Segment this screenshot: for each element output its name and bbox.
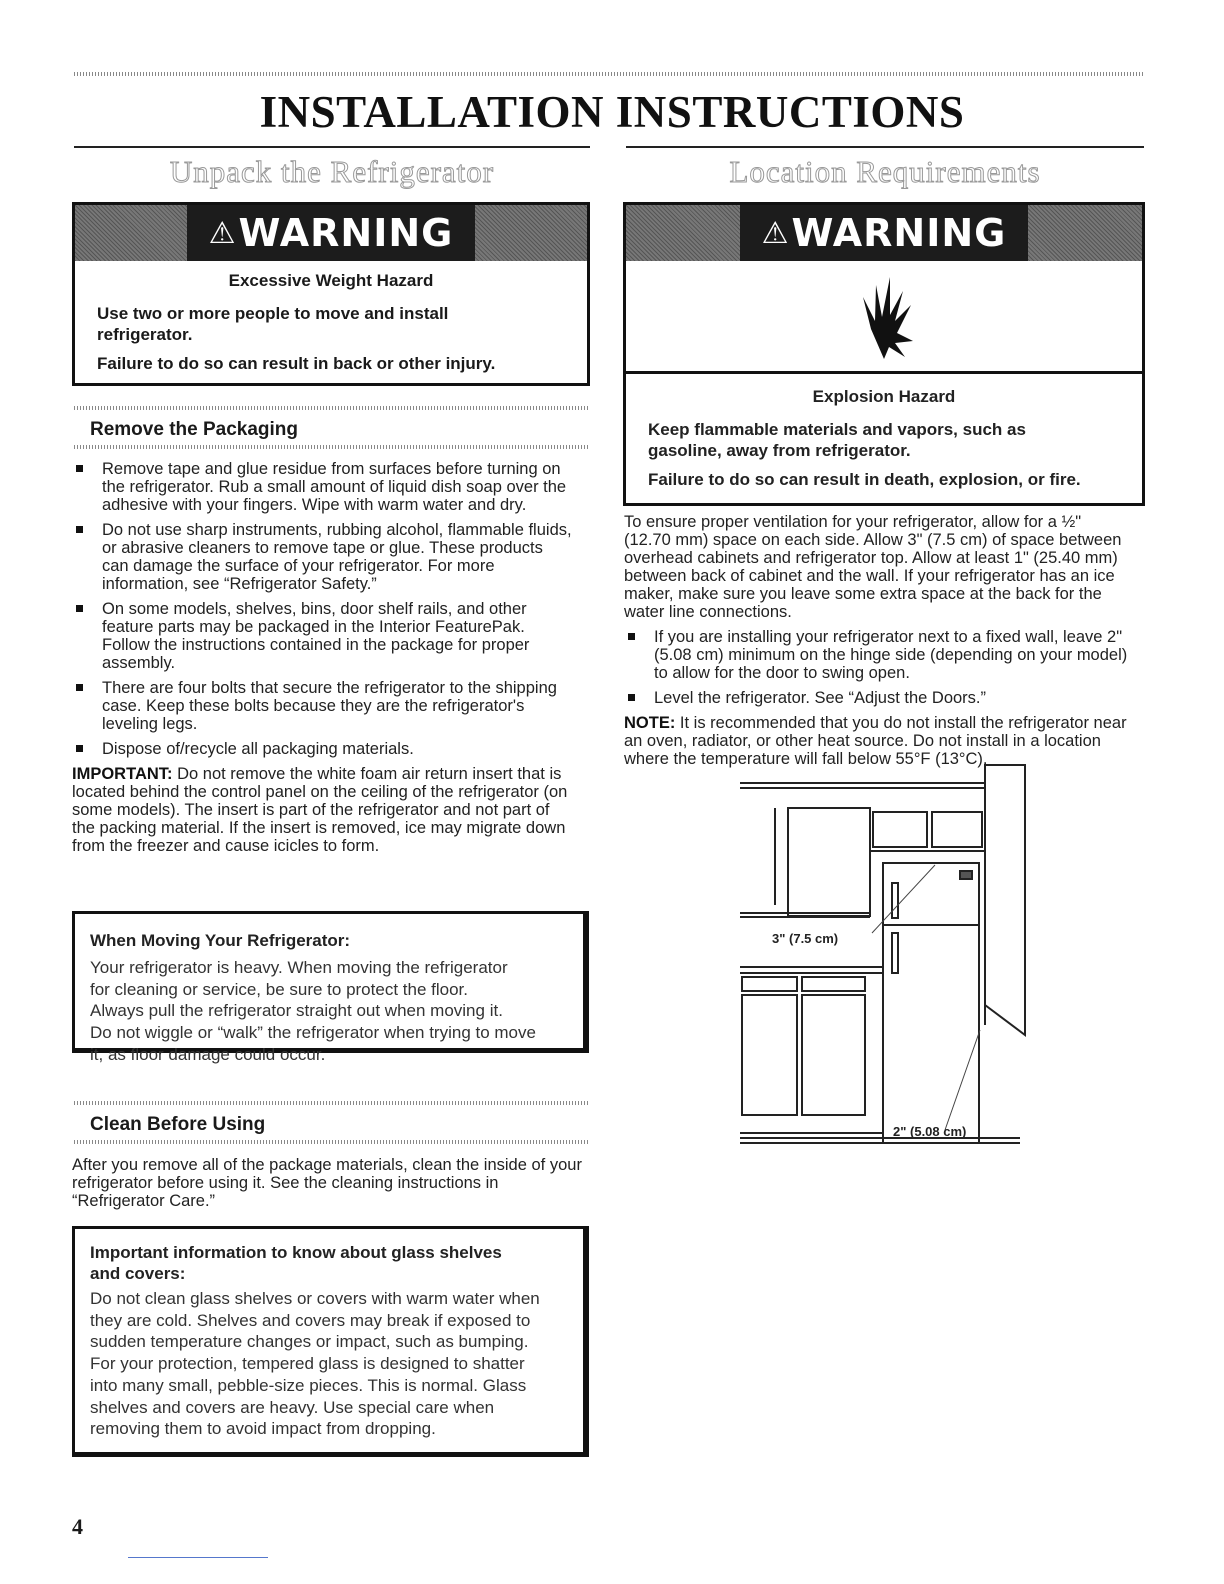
lower-cabinet-door-right bbox=[802, 995, 865, 1115]
list-item: Do not use sharp instruments, rubbing alcohol, flammable fluids, or abrasive cleaners to remove tape or glue. These products can damage the surface of your refrigerator. For more information, see “Refrigerator Safety.” bbox=[72, 521, 572, 593]
moving-info-box bbox=[72, 911, 589, 1064]
footer-rule bbox=[128, 1557, 268, 1558]
moving-heading: When Moving Your Refrigerator: bbox=[90, 931, 351, 950]
hazard-title: Explosion Hazard bbox=[812, 387, 956, 406]
page-number: 4 bbox=[72, 1514, 83, 1539]
clean-heading: Clean Before Using bbox=[90, 1114, 266, 1135]
top-dotted-rule bbox=[74, 72, 1144, 76]
clean-bottom-rule bbox=[74, 1140, 590, 1144]
hazard-title: Excessive Weight Hazard bbox=[228, 271, 434, 290]
upper-cabinet bbox=[788, 808, 870, 916]
text-line: into many small, pebble-size pieces. This is normal. Glass bbox=[90, 1375, 527, 1395]
list-item: Dispose of/recycle all packaging materials. bbox=[72, 740, 572, 758]
location-list bbox=[624, 628, 1134, 768]
clean-text: After you remove all of the package materials, clean the inside of your refrigerator before using it. See the cleaning instructions in “Refrigerator Care.” bbox=[72, 1156, 582, 1210]
location-intro: To ensure proper ventilation for your refrigerator, allow for a ½" (12.70 mm) space on each side. Allow 3" (7.5 cm) of space between overhead cabinets and refrigerator top. Allow at least 1" (25.40 mm) between back of cabinet and the wall. If your refrigerator has an ice maker, make sure you leave some extra space at the back for the water line connections. bbox=[624, 513, 1122, 621]
lower-cabinet-drawer-right bbox=[802, 977, 865, 991]
text-line: Always pull the refrigerator straight out when moving it. bbox=[90, 1001, 503, 1021]
text-line: Your refrigerator is heavy. When moving the refrigerator bbox=[90, 958, 508, 977]
section-title-location: Location Requirements bbox=[729, 154, 1041, 189]
page-title: INSTALLATION INSTRUCTIONS bbox=[259, 87, 965, 137]
packaging-bottom-rule bbox=[74, 445, 590, 449]
lower-cabinet-door-left bbox=[742, 995, 797, 1115]
explosion-icon bbox=[849, 271, 919, 361]
freezer-handle bbox=[892, 883, 898, 918]
top-clearance-label: 3" (7.5 cm) bbox=[772, 931, 839, 946]
side-clearance-leader bbox=[945, 1030, 980, 1130]
moving-text bbox=[90, 957, 583, 1066]
glass-info-box bbox=[72, 1226, 589, 1457]
packaging-top-rule bbox=[74, 406, 590, 410]
warning-triangle-icon: ⚠ bbox=[208, 215, 237, 251]
text-line: removing them to avoid impact from dropping. bbox=[90, 1419, 436, 1439]
note-text: It is recommended that you do not install the refrigerator near an oven, radiator, or other heat source. Do not install in a location where the temperature will fall below 55°F (13°C). bbox=[624, 714, 1127, 768]
hazard-consequence: Failure to do so can result in back or other injury. bbox=[97, 354, 496, 373]
warning-banner bbox=[75, 205, 587, 261]
important-note bbox=[72, 765, 572, 855]
text-line: For your protection, tempered glass is designed to shatter bbox=[90, 1354, 525, 1374]
clearance-diagram bbox=[720, 755, 1040, 1155]
list-item: If you are installing your refrigerator next to a fixed wall, leave 2" (5.08 cm) minimum on the hinge side (depending on your model) to allow for the door to swing open. bbox=[624, 628, 1134, 682]
list-item: Level the refrigerator. See “Adjust the Doors.” bbox=[624, 689, 1134, 707]
fridge-handle bbox=[892, 933, 898, 973]
left-column-rule bbox=[74, 146, 590, 148]
text-line: it, as floor damage could occur. bbox=[90, 1044, 326, 1064]
text-line: shelves and covers are heavy. Use special care when bbox=[90, 1397, 495, 1417]
explosion-warning-box bbox=[623, 202, 1145, 506]
important-text: Do not remove the white foam air return insert that is located behind the control panel on the ceiling of the refrigerator (on some models). The insert is part of the refrigerator and not part of the packing material. If the insert is removed, ice may migrate down from the freezer and cause icicles to form. bbox=[72, 765, 568, 855]
side-wall bbox=[985, 765, 1025, 1035]
side-clearance-label: 2" (5.08 cm) bbox=[893, 1124, 967, 1139]
text-line: for cleaning or service, be sure to protect the floor. bbox=[90, 979, 468, 999]
packaging-list bbox=[72, 460, 572, 855]
important-label: IMPORTANT: bbox=[72, 765, 173, 783]
glass-heading-line: and covers: bbox=[90, 1264, 186, 1283]
warning-banner bbox=[626, 205, 1142, 261]
weight-warning-box bbox=[72, 202, 590, 386]
text-line: Do not wiggle or “walk” the refrigerator when trying to move bbox=[90, 1023, 536, 1043]
clean-top-rule bbox=[74, 1101, 590, 1105]
warning-label: ⚠ WARNING bbox=[187, 205, 476, 261]
glass-heading bbox=[90, 1242, 583, 1284]
packaging-heading: Remove the Packaging bbox=[90, 419, 299, 440]
glass-heading-line: Important information to know about glass shelves bbox=[90, 1243, 502, 1262]
explosion-icon-area bbox=[626, 261, 1142, 374]
glass-text bbox=[90, 1288, 583, 1440]
upper-cabinet-door-left bbox=[873, 812, 927, 847]
lower-cabinet-drawer-left bbox=[742, 977, 797, 991]
list-item: Remove tape and glue residue from surfaces before turning on the refrigerator. Rub a small amount of liquid dish soap over the adhesive with your fingers. Wipe with warm water and dry. bbox=[72, 460, 572, 514]
upper-cabinet-door-right bbox=[932, 812, 982, 847]
note-label: NOTE: bbox=[624, 714, 676, 732]
section-title-unpack: Unpack the Refrigerator bbox=[169, 154, 495, 189]
text-line: they are cold. Shelves and covers may break if exposed to bbox=[90, 1310, 531, 1330]
warning-label: ⚠ WARNING bbox=[740, 205, 1029, 261]
list-item: On some models, shelves, bins, door shelf rails, and other feature parts may be packaged in the Interior FeaturePak. Follow the instructions contained in the package for proper assembly. bbox=[72, 600, 572, 672]
top-clearance-leader bbox=[872, 865, 935, 933]
text-line: Do not clean glass shelves or covers with warm water when bbox=[90, 1289, 540, 1308]
warning-triangle-icon: ⚠ bbox=[761, 215, 790, 251]
text-line: sudden temperature changes or impact, such as bumping. bbox=[90, 1332, 529, 1352]
hazard-consequence: Failure to do so can result in death, explosion, or fire. bbox=[648, 470, 1081, 489]
list-item: There are four bolts that secure the refrigerator to the shipping case. Keep these bolts because they are the refrigerator's leveling legs. bbox=[72, 679, 572, 733]
right-column-rule bbox=[626, 146, 1144, 148]
hazard-instruction: Keep flammable materials and vapors, such as gasoline, away from refrigerator. bbox=[648, 420, 1026, 460]
hazard-instruction: Use two or more people to move and install refrigerator. bbox=[97, 304, 449, 344]
